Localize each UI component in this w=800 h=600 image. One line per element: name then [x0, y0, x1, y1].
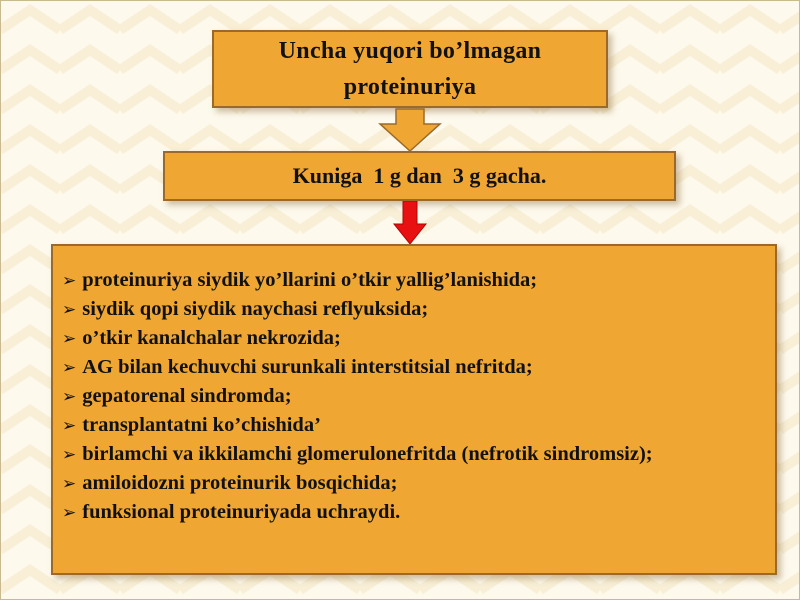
arrowhead-bullet-icon: ➢: [62, 358, 77, 378]
list-item: ➢ o’tkir kanalchalar nekrozida;: [62, 327, 341, 349]
red-arrow-down-icon: [392, 201, 428, 245]
conditions-list: [62, 266, 765, 527]
title-line-1: Uncha yuqori bo’lmagan: [278, 38, 542, 64]
title-box: [212, 30, 608, 108]
arrowhead-bullet-icon: ➢: [62, 329, 77, 349]
list-item: ➢ birlamchi va ikkilamchi glomerulonefritda (nefrotik sindromsiz);: [62, 443, 653, 465]
range-box: [163, 151, 676, 201]
arrowhead-bullet-icon: ➢: [62, 474, 77, 494]
arrowhead-bullet-icon: ➢: [62, 416, 77, 436]
list-item: ➢ funksional proteinuriyada uchraydi.: [62, 501, 401, 523]
arrowhead-bullet-icon: ➢: [62, 300, 77, 320]
list-item: ➢ amiloidozni proteinurik bosqichida;: [62, 472, 398, 494]
arrowhead-bullet-icon: ➢: [62, 503, 77, 523]
list-item: ➢ siydik qopi siydik naychasi reflyuksida;: [62, 298, 429, 320]
list-item: ➢ proteinuriya siydik yo’llarini o’tkir yallig’lanishida;: [62, 269, 538, 291]
title-line-2: proteinuriya: [343, 74, 477, 100]
conditions-list-box: [51, 244, 777, 575]
arrowhead-bullet-icon: ➢: [62, 271, 77, 291]
arrowhead-bullet-icon: ➢: [62, 387, 77, 407]
list-item: ➢ transplantatni ko’chishida’: [62, 414, 321, 436]
arrowhead-bullet-icon: ➢: [62, 445, 77, 465]
range-text: Kuniga 1 g dan 3 g gacha.: [292, 163, 547, 188]
list-item: ➢ gepatorenal sindromda;: [62, 385, 292, 407]
list-item: ➢ AG bilan kechuvchi surunkali interstitsial nefritda;: [62, 356, 533, 378]
arrow-down-icon: [378, 108, 442, 152]
